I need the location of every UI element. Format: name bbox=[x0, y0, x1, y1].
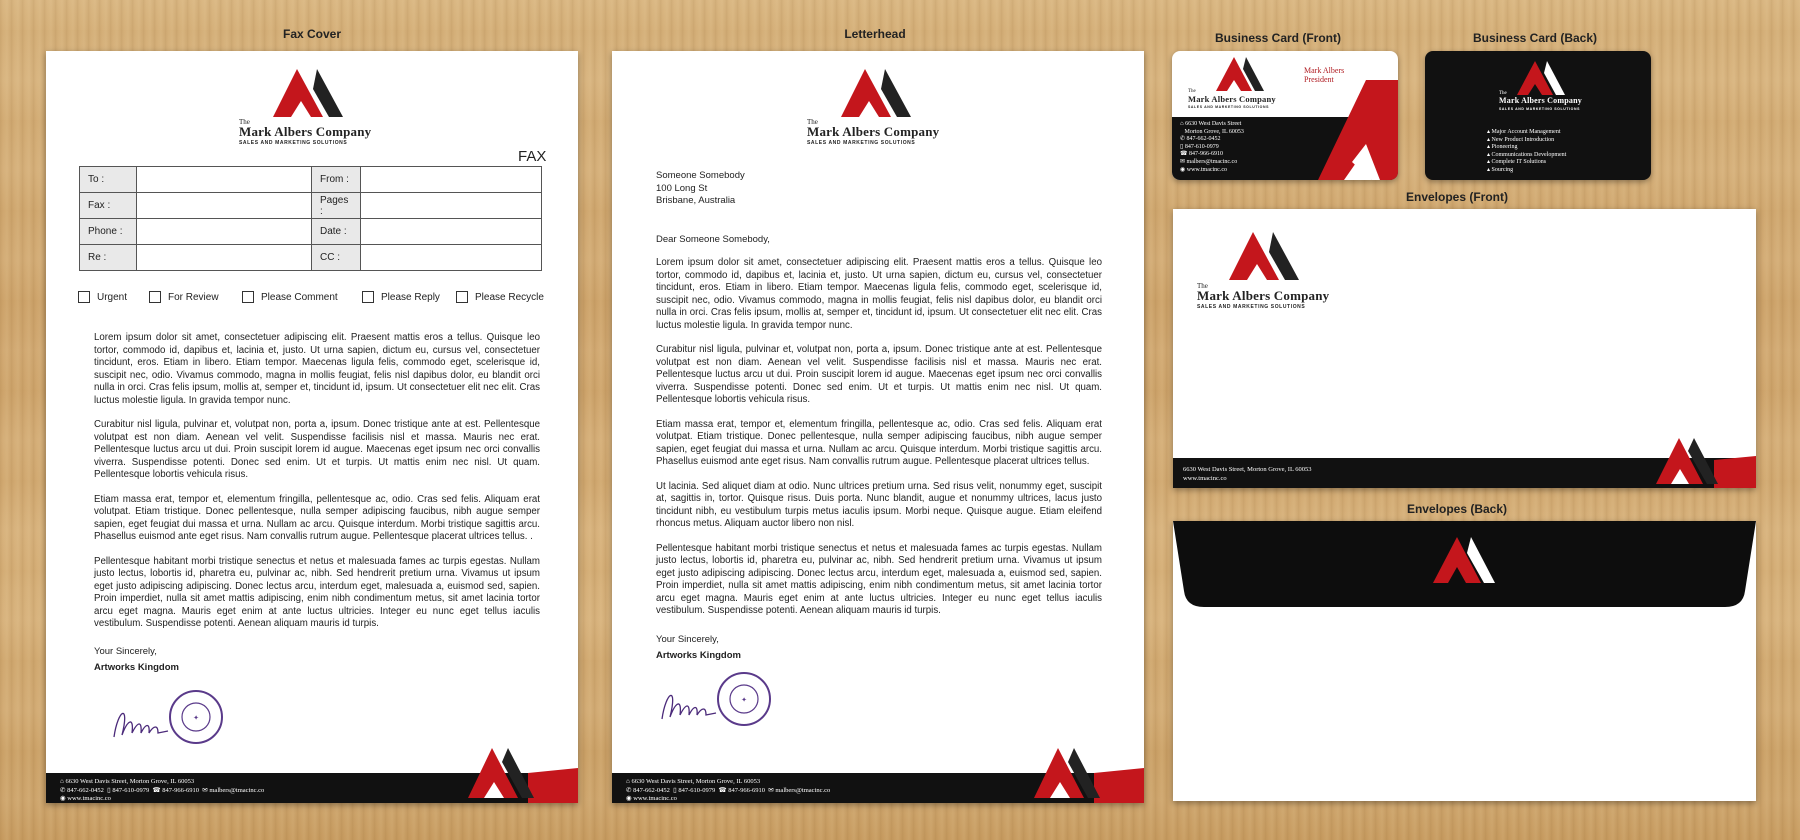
checkbox-please-recycle[interactable] bbox=[456, 291, 544, 303]
logo-the: The bbox=[1499, 91, 1507, 96]
card-logo-mark-icon bbox=[1212, 57, 1272, 91]
footer-phones: ✆ 847-662-0452 ▯ 847-610-0979 ☎ 847-966-6910 ✉ malbers@tmacinc.co bbox=[626, 786, 831, 794]
service-item: ▴ Sourcing bbox=[1487, 166, 1514, 173]
card-line: ⌂ 6630 West Davis Street bbox=[1180, 121, 1242, 127]
re-field[interactable] bbox=[137, 245, 312, 271]
logo-tagline: SALES AND MARKETING SOLUTIONS bbox=[807, 140, 916, 146]
signer-name: Artworks Kingdom bbox=[94, 662, 179, 673]
pages-field[interactable] bbox=[361, 193, 542, 219]
card-line: ▯ 847-610-0979 bbox=[1180, 143, 1219, 150]
checkbox-icon bbox=[78, 291, 90, 303]
fax-fields-table bbox=[79, 166, 542, 271]
checkbox-label: For Review bbox=[168, 291, 219, 303]
fax-paragraph: Lorem ipsum dolor sit amet, consectetuer adipiscing elit. Praesent mattis eros a tellus. Quisque leo tortor, commodo id, dapibus et, lacinia et, justo. Ut urna sapien, dictum eu, cursus vel, consectetuer tincidunt, eros. Etiam in libero. Etiam tempor. Maecenas ligula felis, commodo eget, scelerisque id, suscipit nec, odio. Vivamus commodo, magna in mollis feugiat, felis nisl dapibus dolor, eu blandit orci nulla in orci. Cras felis ipsum, mollis at, semper et, tincidunt id, ipsum. Ut consectetuer elit nec elit. Cras luctus molestie ligula. In gravida tempor nunc. bbox=[94, 332, 540, 406]
card-line: ✆ 847-662-0452 bbox=[1180, 136, 1221, 143]
closing-text: Your Sincerely, bbox=[656, 634, 719, 645]
date-field[interactable] bbox=[361, 219, 542, 245]
card-line: Morton Grove, IL 60053 bbox=[1184, 128, 1244, 135]
logo-company-name: Mark Albers Company bbox=[1188, 94, 1276, 104]
checkbox-label: Please Comment bbox=[261, 291, 338, 303]
card-line: ◉ www.tmacinc.co bbox=[1180, 166, 1228, 173]
envelope-front bbox=[1173, 209, 1756, 488]
caption-fax-cover: Fax Cover bbox=[282, 27, 342, 41]
service-item: ▴ Communications Development bbox=[1487, 151, 1567, 158]
checkbox-for-review[interactable] bbox=[149, 291, 219, 303]
envelope-flap-logo-icon bbox=[1431, 537, 1501, 583]
checkbox-please-reply[interactable] bbox=[362, 291, 440, 303]
letter-closing bbox=[656, 632, 741, 664]
fax-heading: FAX bbox=[518, 148, 547, 165]
svg-text:✦: ✦ bbox=[193, 714, 199, 722]
recipient-address bbox=[656, 170, 745, 208]
card-services bbox=[1487, 129, 1566, 175]
caption-envelope-back: Envelopes (Back) bbox=[1406, 502, 1508, 516]
letter-paragraph: Lorem ipsum dolor sit amet, consectetuer adipiscing elit. Praesent mattis eros a tellus. Quisque leo tortor, commodo id, dapibus et, lacinia et, justo. Ut urna sapien, dictum eu, cursus vel, consectetuer tincidunt, eros. Etiam in libero. Etiam tempor. Maecenas ligula felis, commodo eget, scelerisque id, suscipit nec, odio. Vivamus commodo, magna in mollis feugiat, felis nisl dapibus dolor, eu blandit orci nulla in orci. Cras felis ipsum, mollis at, semper et, tincidunt id, ipsum. Ut consectetuer elit nec elit. Cras luctus molestie ligula. In gravida tempor nunc. bbox=[656, 257, 1102, 331]
to-label: To : bbox=[80, 167, 137, 193]
letter-paragraph: Curabitur nisl ligula, pulvinar et, volutpat non, porta a, ipsum. Donec tristique ante at est. Pellentesque volutpat est non diam. Aenean vel velit. Suspendisse facilisis nisl et massa. Mauris nec erat. Pellentesque luctus arcu ut dui. Proin suscipit lorem id augue. Maecenas eget ipsum nec orci convallis viverra. Suspendisse potenti. Donec sed enim. Ut et turpis. Ut mattis enim nec nisl. Ut quam. Pellentesque lobortis vehicula risus. bbox=[656, 344, 1102, 405]
letter-paragraph: Etiam massa erat, tempor et, elementum fringilla, pellentesque ac, odio. Cras sed felis. Aliquam erat volutpat. Etiam tristique. Donec pellentesque, nulla semper adipiscing faucibus, nibh augue semper sapien, eget feugiat dui massa et urna. Nullam ac arcu. Quisque interdum. Morbi tristique sagittis arcu. Phasellus euismod ante eget risus. Nam convallis rutrum augue. Pellentesque placerat ultrices tellus. bbox=[656, 418, 1102, 467]
company-logo bbox=[239, 69, 389, 145]
letterhead-sheet bbox=[612, 51, 1144, 803]
caption-envelope-front: Envelopes (Front) bbox=[1405, 190, 1508, 204]
footer-address: ⌂ 6630 West Davis Street, Morton Grove, IL 60053 bbox=[60, 778, 195, 785]
envelope-logo-ribbon-icon bbox=[1656, 438, 1756, 488]
checkbox-label: Please Reply bbox=[381, 291, 440, 303]
logo-company-name: Mark Albers Company bbox=[1197, 288, 1330, 303]
card-line: ✉ malbers@tmacinc.co bbox=[1180, 158, 1238, 165]
logo-company-name: Mark Albers Company bbox=[239, 124, 372, 139]
logo-mark-icon bbox=[239, 69, 389, 117]
letter-paragraph: Pellentesque habitant morbi tristique senectus et netus et malesuada fames ac turpis egestas. Nullam justo lectus, lobortis id, pharetra eu, pulvinar ac, nibh. Sed hendrerit pretium urna. Vivamus ut ipsum eget justo adipiscing adipiscing. Donec lectus arcu, interdum eget, malesuada a, euismod sed, sapien. Proin imperdiet, nulla sit amet mattis adipiscing, enim nibh condimentum metus, sit amet lacinia tortor arcu eget magna. Mauris eget enim at ante luctus ultricies. Integer eu nunc eget tellus iaculis vestibulum. Suspendisse potenti. Aenean aliquam mauris id turpis. bbox=[656, 542, 1102, 616]
card-big-logo-icon bbox=[1318, 80, 1398, 180]
phone-field[interactable] bbox=[137, 219, 312, 245]
signature-stamp-icon bbox=[656, 671, 776, 731]
table-row bbox=[80, 167, 542, 193]
service-item: ▴ Pioneering bbox=[1487, 144, 1518, 151]
fax-closing bbox=[94, 644, 179, 676]
fax-paragraph: Etiam massa erat, tempor et, elementum fringilla, pellentesque ac, odio. Cras sed felis. Aliquam erat volutpat. Etiam tristique. Donec pellentesque, nulla semper adipiscing faucibus, nibh augue semper sapien, eget feugiat dui massa et urna. Nullam ac arcu. Quisque interdum. Morbi tristique sagittis arcu. Phasellus euismod ante eget risus. Nam convallis rutrum augue. Pellentesque placerat ultrices tellus. . bbox=[94, 493, 540, 542]
card-person-name: Mark Albers bbox=[1304, 66, 1345, 75]
address-line: Someone Somebody bbox=[656, 170, 745, 181]
letter-body bbox=[656, 257, 1102, 630]
checkbox-please-comment[interactable] bbox=[242, 291, 338, 303]
caption-card-front: Business Card (Front) bbox=[1214, 31, 1341, 45]
service-item: ▴ Complete IT Solutions bbox=[1487, 159, 1547, 166]
footer-address: ⌂ 6630 West Davis Street, Morton Grove, IL 60053 bbox=[626, 778, 761, 785]
phone-label: Phone : bbox=[80, 219, 137, 245]
footer-logo-ribbon-icon bbox=[468, 748, 578, 803]
signer-name: Artworks Kingdom bbox=[656, 650, 741, 661]
letter-paragraph: Ut lacinia. Sed aliquet diam at odio. Nunc ultrices pretium urna. Sed risus velit, nonummy eget, suscipit at, sagittis in, tortor. Quisque risus. Duis porta. Nunc blandit, augue et nonummy ultrices, lacus justo tincidunt nibh, eu vestibulum turpis metus iaculis ipsum. Morbi neque. Quisque augue. Etiam eleifend rhoncus metus. Aliquam auctor libero non nisl. bbox=[656, 480, 1102, 529]
card-person-title: President bbox=[1304, 75, 1334, 84]
logo-the: The bbox=[1197, 282, 1208, 290]
logo-the: The bbox=[239, 118, 250, 126]
address-line: Brisbane, Australia bbox=[656, 195, 736, 206]
logo-tagline: SALES AND MARKETING SOLUTIONS bbox=[1197, 304, 1306, 310]
signature-stamp-icon bbox=[108, 689, 228, 749]
card-contact bbox=[1180, 121, 1244, 174]
checkbox-icon bbox=[456, 291, 468, 303]
business-card-back bbox=[1425, 51, 1651, 180]
fax-paragraph: Curabitur nisl ligula, pulvinar et, volutpat non, porta a, ipsum. Donec tristique ante at est. Pellentesque volutpat est non diam. Aenean vel velit. Suspendisse facilisis nisl et massa. Mauris nec erat. Pellentesque luctus arcu ut dui. Proin suscipit lorem id augue. Maecenas eget ipsum nec orci convallis viverra. Suspendisse potenti. Donec sed enim. Ut et turpis. Ut mattis enim nec nisl. Ut quam. Pellentesque lobortis vehicula risus. bbox=[94, 419, 540, 480]
checkbox-urgent[interactable] bbox=[78, 291, 127, 303]
company-logo bbox=[807, 69, 957, 145]
from-field[interactable] bbox=[361, 167, 542, 193]
envelope-address: 6630 West Davis Street, Morton Grove, IL 60053 bbox=[1183, 466, 1312, 473]
service-item: ▴ Major Account Management bbox=[1487, 129, 1561, 135]
envelope-back bbox=[1173, 521, 1756, 801]
table-row bbox=[80, 245, 542, 271]
checkbox-icon bbox=[242, 291, 254, 303]
table-row bbox=[80, 193, 542, 219]
from-label: From : bbox=[312, 167, 361, 193]
footer-web: ◉ www.tmacinc.co bbox=[626, 795, 677, 802]
fax-body bbox=[94, 332, 540, 643]
closing-text: Your Sincerely, bbox=[94, 646, 157, 657]
re-label: Re : bbox=[80, 245, 137, 271]
logo-mark-icon bbox=[807, 69, 957, 117]
logo-company-name: Mark Albers Company bbox=[1499, 96, 1582, 105]
checkbox-label: Urgent bbox=[97, 291, 128, 303]
to-field[interactable] bbox=[137, 167, 312, 193]
svg-text:✦: ✦ bbox=[741, 696, 747, 704]
cc-label: CC : bbox=[312, 245, 361, 271]
footer-web: ◉ www.tmacinc.co bbox=[60, 795, 111, 802]
address-line: 100 Long St bbox=[656, 182, 708, 194]
business-card-front bbox=[1172, 51, 1398, 180]
fax-cover-sheet bbox=[46, 51, 578, 803]
logo-company-name: Mark Albers Company bbox=[807, 124, 940, 139]
checkbox-icon bbox=[362, 291, 374, 303]
caption-letterhead: Letterhead bbox=[844, 27, 906, 41]
envelope-web: www.tmacinc.co bbox=[1183, 474, 1227, 482]
footer-phones: ✆ 847-662-0452 ▯ 847-610-0979 ☎ 847-966-6910 ✉ malbers@tmacinc.co bbox=[60, 786, 265, 794]
cc-field[interactable] bbox=[361, 245, 542, 271]
card-logo-mark-icon bbox=[1513, 61, 1573, 95]
logo-tagline: SALES AND MARKETING SOLUTIONS bbox=[1499, 107, 1581, 111]
caption-card-back: Business Card (Back) bbox=[1472, 31, 1598, 45]
date-label: Date : bbox=[312, 219, 361, 245]
card-line: ☎ 847-966-6910 bbox=[1180, 151, 1223, 158]
logo-tagline: SALES AND MARKETING SOLUTIONS bbox=[1188, 105, 1270, 109]
service-item: ▴ New Product Introduction bbox=[1487, 136, 1555, 143]
fax-number-field[interactable] bbox=[137, 193, 312, 219]
checkbox-label: Please Recycle bbox=[475, 291, 544, 303]
logo-the: The bbox=[807, 118, 818, 126]
fax-paragraph: Pellentesque habitant morbi tristique senectus et netus et malesuada fames ac turpis egestas. Nullam justo lectus, lobortis id, pharetra eu, pulvinar ac, nibh. Sed hendrerit pretium urna. Vivamus ut ipsum eget justo adipiscing adipiscing. Donec lectus arcu, interdum eget, malesuada a, euismod sed, sapien. Proin imperdiet, nulla sit amet mattis adipiscing, enim nibh condimentum metus, sit amet lacinia tortor arcu eget magna. Mauris eget enim at ante luctus ultricies. Integer eu nunc eget tellus iaculis vestibulum. Suspendisse potenti. Aenean aliquam mauris id turpis. bbox=[94, 555, 540, 629]
logo-the: The bbox=[1188, 89, 1196, 94]
fax-number-label: Fax : bbox=[80, 193, 137, 219]
footer-logo-ribbon-icon bbox=[1034, 748, 1144, 803]
logo-tagline: SALES AND MARKETING SOLUTIONS bbox=[239, 140, 348, 146]
logo-mark-icon bbox=[1195, 230, 1345, 282]
pages-label: Pages : bbox=[312, 193, 361, 219]
checkbox-icon bbox=[149, 291, 161, 303]
table-row bbox=[80, 219, 542, 245]
salutation: Dear Someone Somebody, bbox=[656, 234, 770, 245]
